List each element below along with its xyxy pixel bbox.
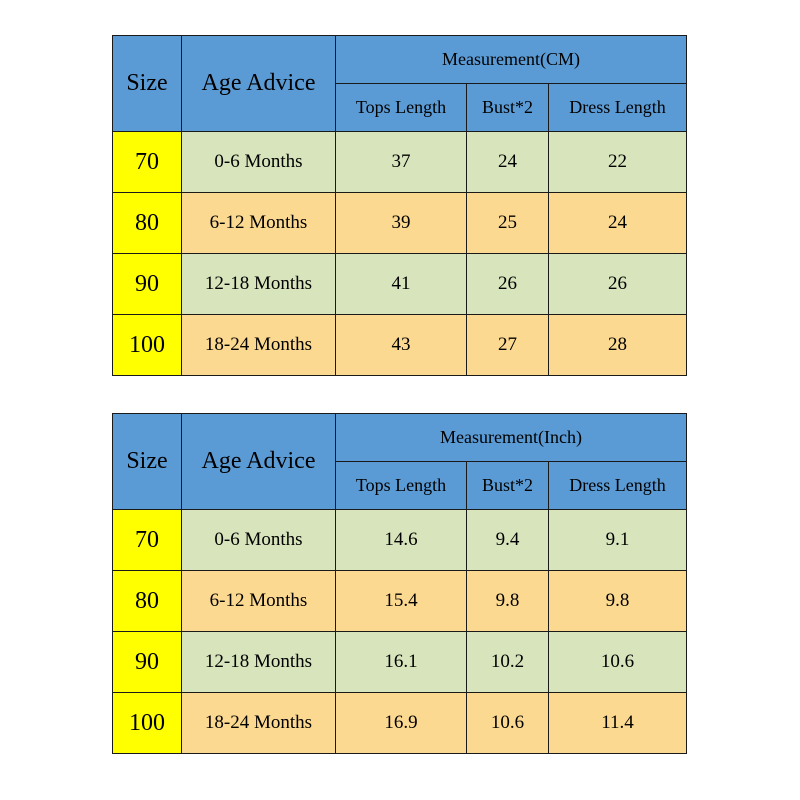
table-row bbox=[113, 132, 687, 193]
dress-length-cell: 9.8 bbox=[549, 571, 687, 632]
tops-length-cell: 43 bbox=[336, 315, 467, 376]
tops-length-header: Tops Length bbox=[336, 462, 467, 510]
table-row bbox=[113, 193, 687, 254]
age-cell: 0-6 Months bbox=[182, 132, 336, 193]
dress-length-header: Dress Length bbox=[549, 84, 687, 132]
age-cell: 0-6 Months bbox=[182, 510, 336, 571]
bust-cell: 9.8 bbox=[467, 571, 549, 632]
bust-cell: 10.2 bbox=[467, 632, 549, 693]
age-cell: 6-12 Months bbox=[182, 193, 336, 254]
dress-length-cell: 11.4 bbox=[549, 693, 687, 754]
dress-length-cell: 24 bbox=[549, 193, 687, 254]
bust-cell: 26 bbox=[467, 254, 549, 315]
size-cell: 90 bbox=[113, 254, 182, 315]
size-cell: 100 bbox=[113, 693, 182, 754]
bust-cell: 25 bbox=[467, 193, 549, 254]
size-cell: 90 bbox=[113, 632, 182, 693]
tops-length-cell: 15.4 bbox=[336, 571, 467, 632]
size-header: Size bbox=[113, 414, 182, 510]
age-cell: 18-24 Months bbox=[182, 693, 336, 754]
size-cell: 80 bbox=[113, 193, 182, 254]
table-row bbox=[113, 254, 687, 315]
tops-length-cell: 37 bbox=[336, 132, 467, 193]
tops-length-cell: 41 bbox=[336, 254, 467, 315]
tops-length-cell: 16.1 bbox=[336, 632, 467, 693]
measurement-cm-header: Measurement(CM) bbox=[336, 36, 687, 84]
table-row bbox=[113, 632, 687, 693]
table-row bbox=[113, 571, 687, 632]
tops-length-cell: 16.9 bbox=[336, 693, 467, 754]
size-cell: 80 bbox=[113, 571, 182, 632]
header-row bbox=[113, 414, 687, 462]
bust-cell: 27 bbox=[467, 315, 549, 376]
age-cell: 18-24 Months bbox=[182, 315, 336, 376]
tops-length-cell: 39 bbox=[336, 193, 467, 254]
table-row bbox=[113, 693, 687, 754]
size-header: Size bbox=[113, 36, 182, 132]
dress-length-cell: 28 bbox=[549, 315, 687, 376]
bust-header: Bust*2 bbox=[467, 84, 549, 132]
age-advice-header: Age Advice bbox=[182, 414, 336, 510]
header-row bbox=[113, 36, 687, 84]
size-chart-cm-table bbox=[112, 35, 687, 376]
table-row bbox=[113, 510, 687, 571]
bust-header: Bust*2 bbox=[467, 462, 549, 510]
bust-cell: 10.6 bbox=[467, 693, 549, 754]
tops-length-header: Tops Length bbox=[336, 84, 467, 132]
table-row bbox=[113, 315, 687, 376]
dress-length-cell: 10.6 bbox=[549, 632, 687, 693]
bust-cell: 24 bbox=[467, 132, 549, 193]
age-cell: 12-18 Months bbox=[182, 632, 336, 693]
age-advice-header: Age Advice bbox=[182, 36, 336, 132]
age-cell: 12-18 Months bbox=[182, 254, 336, 315]
size-chart-inch-table bbox=[112, 413, 687, 754]
size-cell: 70 bbox=[113, 510, 182, 571]
bust-cell: 9.4 bbox=[467, 510, 549, 571]
tops-length-cell: 14.6 bbox=[336, 510, 467, 571]
size-cell: 100 bbox=[113, 315, 182, 376]
measurement-inch-header: Measurement(Inch) bbox=[336, 414, 687, 462]
dress-length-cell: 22 bbox=[549, 132, 687, 193]
age-cell: 6-12 Months bbox=[182, 571, 336, 632]
dress-length-cell: 26 bbox=[549, 254, 687, 315]
dress-length-header: Dress Length bbox=[549, 462, 687, 510]
dress-length-cell: 9.1 bbox=[549, 510, 687, 571]
size-cell: 70 bbox=[113, 132, 182, 193]
